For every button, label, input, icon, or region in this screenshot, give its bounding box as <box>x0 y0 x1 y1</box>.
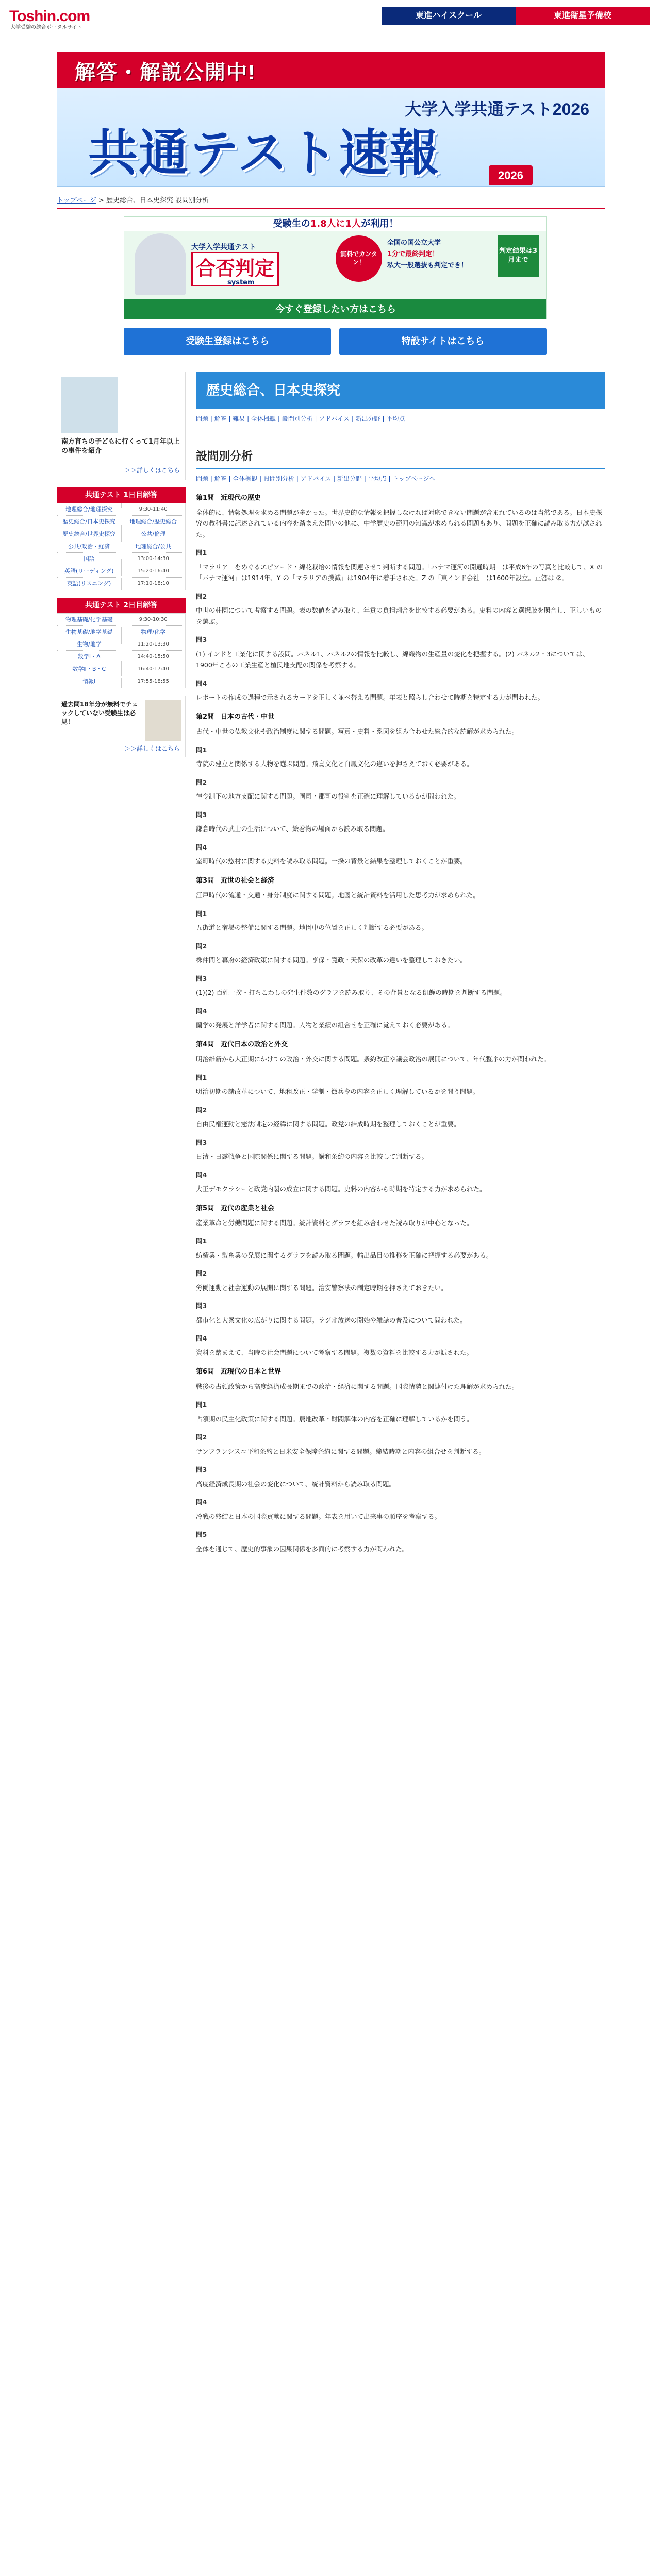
main-content <box>196 372 605 1554</box>
exam-time: 9:30-11:40 <box>139 506 168 512</box>
table-row <box>57 675 185 688</box>
exam-subject-link[interactable]: 数学Ⅱ・B・C <box>57 663 122 675</box>
hero-year-line: 大学入学共通テスト2026 <box>405 100 589 118</box>
subject-tabs[interactable]: 問題 | 解答 | 難易 | 全体概観 | 設問別分析 | アドバイス | 新出分野 | 平均点 <box>196 415 405 422</box>
exam-subject-link[interactable]: 物理/化学 <box>141 628 166 635</box>
question-label: 問1 <box>196 1237 207 1245</box>
exam-subject-link[interactable]: 地理総合/公共 <box>135 543 172 550</box>
register-button[interactable]: 受験生登録はこちら <box>124 328 331 355</box>
promo-line-2: 1分で最終判定！ <box>387 250 439 259</box>
exam-subject-link[interactable]: 地理総合/地理探究 <box>57 503 122 515</box>
table-row <box>57 626 185 638</box>
section-intro: 江戸時代の流通・交通・身分制度に関する問題。地図と統計資料を活用した思考力が求められた。 <box>196 891 480 900</box>
section-heading: 第5問 近代の産業と社会 <box>196 1204 275 1212</box>
exam-time: 15:20-16:40 <box>137 568 169 574</box>
question-label: 問2 <box>196 1106 207 1114</box>
section-intro: 明治維新から大正期にかけての政治・外交に関する問題。条約改正や議会政治の展開について、年代整序の力が問われた。 <box>196 1055 551 1063</box>
promo-headline-post: が利用！ <box>361 218 399 229</box>
exam-subject-link[interactable]: 歴史総合/日本史探究 <box>57 516 122 528</box>
exam-subject-link[interactable]: 物理基礎/化学基礎 <box>57 614 122 625</box>
question-analysis: 中世の荘園について考察する問題。表の数値を読み取り、年貢の負担割合を比較する必要がある。史料の内容と選択肢を照合し、正しいものを選ぶ。 <box>196 606 602 625</box>
question-label: 問2 <box>196 1433 207 1442</box>
promo-line-1: 全国の国公立大学 <box>387 239 441 247</box>
hero-banner[interactable] <box>57 52 605 187</box>
sidebar-ad[interactable] <box>57 372 186 480</box>
question-analysis: 寺院の建立と関係する人物を選ぶ問題。飛鳥文化と白鳳文化の違いを押さえておく必要がある。 <box>196 760 473 768</box>
question-label: 問3 <box>196 974 207 982</box>
sidebar-ad-2-more-link[interactable]: ＞＞詳しくはこちら <box>124 744 180 752</box>
analysis-content <box>196 493 605 1555</box>
question-analysis: 蘭学の発展と洋学者に関する問題。人物と業績の組合せを正確に覚えておく必要がある。 <box>196 1021 454 1029</box>
question-label: 問1 <box>196 909 207 918</box>
question-label: 問1 <box>196 745 207 754</box>
question-label: 問1 <box>196 549 207 557</box>
question-analysis: 律令制下の地方支配に関する問題。国司・郡司の役割を正確に理解しているかが問われた。 <box>196 792 460 801</box>
question-label: 問4 <box>196 1334 207 1343</box>
page-title: 設問別分析 <box>196 448 605 469</box>
site-logo-subtitle: 大学受験の総合ポータルサイト <box>10 25 82 30</box>
question-label: 問3 <box>196 1466 207 1474</box>
question-analysis: 日清・日露戦争と国際関係に関する問題。講和条約の内容を比較して判断する。 <box>196 1153 428 1160</box>
special-site-button[interactable]: 特設サイトはこちら <box>339 328 547 355</box>
section-nav[interactable]: 問題 | 解答 | 全体概観 | 設問別分析 | アドバイス | 新出分野 | 平均点 | トップページへ <box>196 475 436 483</box>
promo-banner[interactable] <box>124 216 547 319</box>
question-analysis: 都市化と大衆文化の広がりに関する問題。ラジオ放送の開始や雑誌の普及について問われた。 <box>196 1316 467 1324</box>
question-analysis: 「マラリア」をめぐるエピソード・綿花栽培の情報を関連させて判断する問題。「パナマ運河の開通時期」は平成6年の写真と比較して、X の「パナマ運河」は1914年、Y の「マラリアの撲滅」は1904年に着手された。Z の「東インド会社」は1600年設立。正答は ②。 <box>196 563 603 582</box>
section-heading: 第3問 近世の社会と経済 <box>196 876 275 885</box>
site-logo[interactable]: Toshin.com <box>9 8 90 25</box>
promo-headline-pre: 受験生の <box>273 218 310 229</box>
action-buttons <box>124 328 547 355</box>
day1-table <box>57 503 186 590</box>
promo-subtitle: 大学入学共通テスト <box>191 243 256 251</box>
exam-time: 9:30-10:30 <box>139 616 168 622</box>
question-analysis: 全体を通じて、歴史的事象の因果関係を多面的に考察する力が問われた。 <box>196 1545 409 1553</box>
breadcrumb-home-link[interactable]: トップページ <box>57 197 96 205</box>
question-analysis: 鎌倉時代の武士の生活について、絵巻物の場面から読み取る問題。 <box>196 825 389 833</box>
table-row <box>57 503 185 516</box>
exam-time: 14:40-15:50 <box>137 653 169 659</box>
question-analysis: 自由民権運動と憲法制定の経緯に関する問題。政党の結成時期を整理しておくことが重要。 <box>196 1120 460 1128</box>
question-analysis: 占領期の民主化政策に関する問題。農地改革・財閥解体の内容を正確に理解しているかを問う。 <box>196 1415 473 1423</box>
breadcrumb <box>57 196 209 207</box>
table-row <box>57 565 185 578</box>
question-analysis: 資料を踏まえて、当時の社会問題について考察する問題。複数の資料を比較する力が試された。 <box>196 1348 473 1357</box>
exam-subject-link[interactable]: 英語(リーディング) <box>57 565 122 577</box>
exam-subject-link[interactable]: 英語(リスニング) <box>57 578 122 590</box>
exam-subject-link[interactable]: 地理総合/歴史総合 <box>129 518 177 525</box>
sidebar-ad-2-image <box>145 700 181 741</box>
exam-subject-link[interactable]: 情報Ⅰ <box>57 675 122 688</box>
question-analysis: 労働運動と社会運動の展開に関する問題。治安警察法の制定時期を押さえておきたい。 <box>196 1283 448 1292</box>
question-analysis: 室町時代の惣村に関する史料を読み取る問題。一揆の背景と結果を整理しておくことが重要。 <box>196 857 467 866</box>
section-intro: 全体的に、情報処理を求める問題が多かった。世界史的な情報を把握しなければ対応できない問題が含まれているのは当然である。日本史探究の教科書に記述されている内容を踏まえた問いの他に、中学歴史の範囲の知識が求められる問題もあり、問題を正確に読み取る力が試された。 <box>196 508 602 538</box>
question-label: 問3 <box>196 1302 207 1310</box>
question-analysis: 高度経済成長期の社会の変化について、統計資料から読み取る問題。 <box>196 1480 396 1488</box>
header-divider <box>57 208 605 209</box>
brand-bar <box>382 7 650 25</box>
table-row <box>57 578 185 590</box>
exam-subject-link[interactable]: 生物/地学 <box>57 638 122 650</box>
exam-subject-link[interactable]: 数学Ⅰ・A <box>57 651 122 663</box>
question-label: 問4 <box>196 1171 207 1179</box>
question-analysis: 明治初期の諸改革について、地租改正・学制・徴兵令の内容を正しく理解しているかを問う問題。 <box>196 1088 479 1095</box>
section-heading: 第1問 近現代の歴史 <box>196 494 261 502</box>
promo-feature-lines <box>387 238 495 272</box>
promo-system-name: 合否判定 <box>191 252 279 286</box>
table-row <box>57 528 185 540</box>
promo-person-image <box>135 233 186 295</box>
hero-ribbon <box>57 52 605 88</box>
promo-free-bubble: 無料でカンタン！ <box>336 235 382 282</box>
exam-subject-link[interactable]: 公共/倫理 <box>141 530 166 537</box>
breadcrumb-current: 歴史総合、日本史探究 設問別分析 <box>106 197 209 205</box>
hero-title: 共通テスト速報 <box>88 126 440 181</box>
exam-time: 17:55-18:55 <box>137 679 169 684</box>
question-analysis: 冷戦の終結と日本の国際貢献に関する問題。年表を用いて出来事の順序を考察する。 <box>196 1512 441 1520</box>
site-header <box>0 0 662 50</box>
question-analysis: (1) インドと工業化に関する設問。パネル1、パネル2の情報を比較し、綿織物の生産量の変化を把握する。(2) パネル2・3については、1900年ころの工業生産と植民地支配の関係を考察する。 <box>196 650 589 669</box>
exam-time: 13:00-14:30 <box>137 555 169 562</box>
table-row <box>57 553 185 565</box>
question-label: 問2 <box>196 592 207 600</box>
sidebar-ad-2-text: 過去問18年分が無料でチェックしていない受験生は必見！ <box>61 701 138 725</box>
promo-register-cta[interactable]: 今すぐ登録したい方はこちら <box>124 299 547 319</box>
sidebar-ad-text: 南方育ちの子どもに行くって1月年以上の事件を紹介 <box>61 438 180 455</box>
subject-heading: 歴史総合、日本史探究 <box>196 372 605 409</box>
promo-system-word: system <box>227 279 255 286</box>
section-heading: 第6問 近現代の日本と世界 <box>196 1368 282 1376</box>
section-intro: 戦後の占領政策から高度経済成長期までの政治・経済に関する問題。国際情勢と関連付けた理解が求められた。 <box>196 1382 519 1391</box>
question-analysis: 五街道と宿場の整備に関する問題。地図中の位置を正しく判断する必要がある。 <box>196 924 428 932</box>
question-label: 問4 <box>196 1498 207 1506</box>
sidebar-ad-more-link[interactable]: ＞＞詳しくはこちら <box>124 466 180 474</box>
question-analysis: 株仲間と幕府の経済政策に関する問題。享保・寛政・天保の改革の違いを整理しておきたい。 <box>196 956 467 964</box>
section-intro: 古代・中世の仏教文化や政治制度に関する問題。写真・史料・系図を組み合わせた総合的な読解が求められた。 <box>196 727 519 736</box>
question-analysis: 紡績業・製糸業の発展に関するグラフを読み取る問題。輸出品目の推移を正確に把握する必要がある。 <box>196 1251 493 1259</box>
hero-badge: 2026 <box>489 165 533 185</box>
exam-subject-link[interactable]: 歴史総合/世界史探究 <box>57 528 122 540</box>
section-heading: 第4問 近代日本の政治と外交 <box>196 1040 288 1048</box>
question-label: 問5 <box>196 1531 207 1539</box>
exam-time: 17:10-18:10 <box>137 581 169 586</box>
table-row <box>57 638 185 651</box>
question-label: 問1 <box>196 1401 207 1409</box>
question-label: 問4 <box>196 679 207 687</box>
question-analysis: サンフランシスコ平和条約と日米安全保障条約に関する問題。締結時期と内容の組合せを判断する。 <box>196 1447 486 1455</box>
day2-table <box>57 613 186 688</box>
table-row <box>57 663 185 675</box>
question-label: 問3 <box>196 1138 207 1146</box>
question-analysis: レポートの作成の過程で示されるカードを正しく並べ替える問題。年表と照らし合わせて時期を特定する力が問われた。 <box>196 693 544 702</box>
hero-ribbon-text: 解答・解説公開中! <box>75 61 256 84</box>
question-analysis: 大正デモクラシーと政党内閣の成立に関する問題。史料の内容から時期を特定する力が求められた。 <box>196 1185 486 1193</box>
exam-subject-link[interactable]: 国語 <box>57 553 122 565</box>
exam-subject-link[interactable]: 生物基礎/地学基礎 <box>57 626 122 638</box>
sidebar-ad-image <box>61 377 118 433</box>
promo-headline <box>124 217 547 231</box>
question-label: 問3 <box>196 636 207 644</box>
breadcrumb-separator: > <box>96 197 107 205</box>
section-heading: 第2問 日本の古代・中世 <box>196 713 275 721</box>
sidebar <box>57 372 186 757</box>
question-label: 問1 <box>196 1073 207 1081</box>
question-label: 問2 <box>196 778 207 786</box>
table-row <box>57 516 185 528</box>
question-label: 問4 <box>196 843 207 851</box>
table-row <box>57 540 185 553</box>
exam-time: 11:20-13:30 <box>137 641 169 647</box>
table-row <box>57 651 185 663</box>
sidebar-ad-2[interactable] <box>57 696 186 757</box>
exam-time: 16:40-17:40 <box>137 666 169 672</box>
question-label: 問2 <box>196 942 207 950</box>
section-intro: 産業革命と労働問題に関する問題。統計資料とグラフを組み合わせた読み取りが中心となった。 <box>196 1218 473 1227</box>
brand-toshin-eisei[interactable]: 東進衛星予備校 <box>516 7 650 25</box>
promo-headline-highlight: 1.8人に1人 <box>310 218 361 229</box>
question-analysis: (1)(2) 百姓一揆・打ちこわしの発生件数のグラフを読み取り、その背景となる飢饉の時期を判断する問題。 <box>196 989 506 997</box>
question-label: 問3 <box>196 810 207 819</box>
exam-subject-link[interactable]: 公共/政治・経済 <box>57 540 122 552</box>
brand-toshin-highschool[interactable]: 東進ハイスクール <box>382 7 516 25</box>
day2-heading: 共通テスト 2日目解答 <box>57 598 186 613</box>
promo-line-3: 私大一般選抜も判定でき！ <box>387 262 468 270</box>
table-row <box>57 614 185 626</box>
question-label: 問4 <box>196 1007 207 1015</box>
day1-heading: 共通テスト 1日目解答 <box>57 487 186 503</box>
question-label: 問2 <box>196 1269 207 1278</box>
promo-deadline-tag: 判定結果は3月まで <box>498 235 539 277</box>
